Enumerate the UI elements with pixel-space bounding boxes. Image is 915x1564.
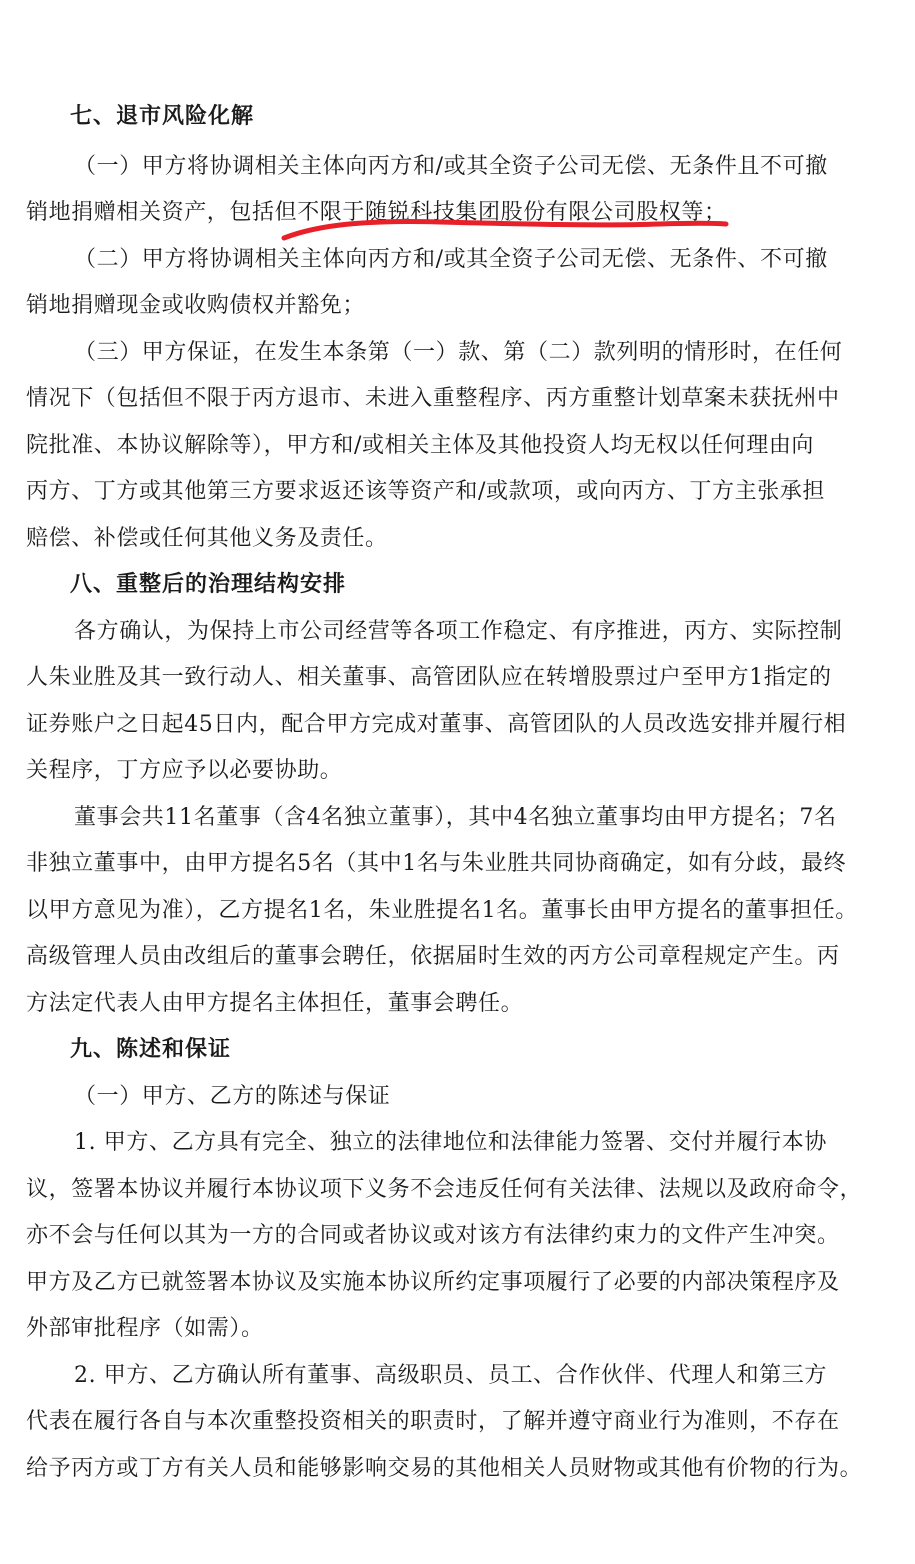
paragraph-line: 亦不会与任何以其为一方的合同或者协议或对该方有法律约束力的文件产生冲突。 bbox=[26, 1223, 840, 1248]
paragraph-line: 各方确认，为保持上市公司经营等各项工作稳定、有序推进，丙方、实际控制 bbox=[74, 619, 843, 644]
paragraph-line: 非独立董事中，由甲方提名5名（其中1名与朱业胜共同协商确定，如有分歧，最终 bbox=[26, 851, 847, 876]
section-heading-8: 八、重整后的治理结构安排 bbox=[70, 572, 347, 597]
paragraph-line: （二）甲方将协调相关主体向丙方和/或其全资子公司无偿、无条件、不可撤 bbox=[74, 247, 828, 272]
subsection-heading: （一）甲方、乙方的陈述与保证 bbox=[74, 1084, 391, 1109]
paragraph-line: 销地捐赠现金或收购债权并豁免； bbox=[26, 293, 366, 318]
paragraph-line: 给予丙方或丁方有关人员和能够影响交易的其他相关人员财物或其他有价物的行为。 bbox=[26, 1456, 863, 1481]
paragraph-line: 赔偿、补偿或任何其他义务及责任。 bbox=[26, 526, 388, 551]
paragraph-line: 甲方及乙方已就签署本协议及实施本协议所约定事项履行了必要的内部决策程序及 bbox=[26, 1270, 840, 1295]
paragraph-line: 代表在履行各自与本次重整投资相关的职责时，了解并遵守商业行为准则，不存在 bbox=[26, 1409, 840, 1434]
paragraph-line: 情况下（包括但不限于丙方退市、未进入重整程序、丙方重整计划草案未获抚州中 bbox=[26, 386, 840, 411]
paragraph-line: （三）甲方保证，在发生本条第（一）款、第（二）款列明的情形时，在任何 bbox=[74, 340, 843, 365]
paragraph-line: 证券账户之日起45日内，配合甲方完成对董事、高管团队的人员改选安排并履行相 bbox=[26, 712, 847, 737]
paragraph-line: （一）甲方将协调相关主体向丙方和/或其全资子公司无偿、无条件且不可撤 bbox=[74, 154, 828, 179]
paragraph-line: 2. 甲方、乙方确认所有董事、高级职员、员工、合作伙伴、代理人和第三方 bbox=[74, 1363, 827, 1388]
paragraph-line: 董事会共11名董事（含4名独立董事），其中4名独立董事均由甲方提名；7名 bbox=[74, 805, 837, 830]
paragraph-line: 以甲方意见为准），乙方提名1名，朱业胜提名1名。董事长由甲方提名的董事担任。 bbox=[26, 898, 858, 923]
paragraph-line: 高级管理人员由改组后的董事会聘任，依据届时生效的丙方公司章程规定产生。丙 bbox=[26, 944, 840, 969]
paragraph-line: 人朱业胜及其一致行动人、相关董事、高管团队应在转增股票过户至甲方1指定的 bbox=[26, 665, 832, 690]
paragraph-line: 销地捐赠相关资产，包括但不限于随锐科技集团股份有限公司股权等； bbox=[26, 200, 727, 225]
paragraph-line: 1. 甲方、乙方具有完全、独立的法律地位和法律能力签署、交付并履行本协 bbox=[74, 1130, 827, 1155]
section-heading-7: 七、退市风险化解 bbox=[70, 104, 255, 129]
paragraph-line: 方法定代表人由甲方提名主体担任，董事会聘任。 bbox=[26, 991, 524, 1016]
paragraph-line: 议，签署本协议并履行本协议项下义务不会违反任何有关法律、法规以及政府命令， bbox=[26, 1177, 863, 1202]
paragraph-line: 院批准、本协议解除等），甲方和/或相关主体及其他投资人均无权以任何理由向 bbox=[26, 433, 815, 458]
paragraph-line: 外部审批程序（如需）。 bbox=[26, 1316, 264, 1341]
section-heading-9: 九、陈述和保证 bbox=[70, 1037, 232, 1062]
paragraph-line: 关程序，丁方应予以必要协助。 bbox=[26, 758, 343, 783]
paragraph-line: 丙方、丁方或其他第三方要求返还该等资产和/或款项，或向丙方、丁方主张承担 bbox=[26, 479, 826, 504]
